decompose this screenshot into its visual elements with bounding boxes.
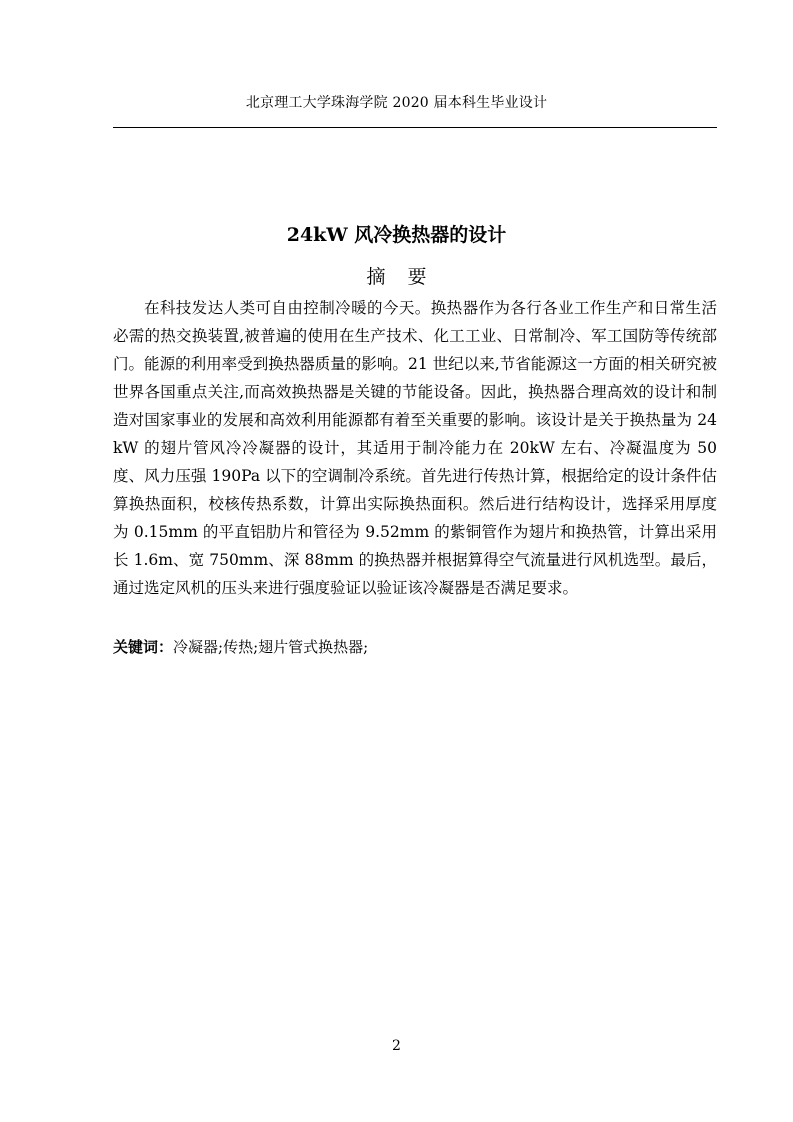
abstract-paragraph: 在科技发达人类可自由控制冷暖的今天。换热器作为各行各业工作生产和日常生活必需的热交换装置,被普遍的使用在生产技术、化工工业、日常制冷、军工国防等传统部门。能源的利用率受到换热器质量的影响。21 世纪以来,节省能源这一方面的相关研究被世界各国重点关注,而高效换热器是关键的节能设备。因此，换热器合理高效的设计和制造对国家事业的发展和高效利用能源都有着至关重要的影响。该设计是关于换热量为 24kW 的翅片管风冷冷凝器的设计，其适用于制冷能力在 20kW 左右、冷凝温度为 50 度、风力压强 190Pa 以下的空调制冷系统。首先进行传热计算，根据给定的设计条件估算换热面积，校核传热系数，计算出实际换热面积。然后进行结构设计，选择采用厚度为 0.15mm 的平直铝肋片和管径为 9.52mm 的紫铜管作为翅片和换热管，计算出采用长 1.6m、宽 750mm、深 88mm 的换热器并根据算得空气流量进行风机选型。最后，通过选定风机的压头来进行强度验证以验证该冷凝器是否满足要求。 <box>113 299 717 597</box>
document-title: 24kW 风冷换热器的设计 <box>286 224 507 246</box>
running-header: 北京理工大学珠海学院 2020 届本科生毕业设计 <box>245 95 548 111</box>
page-number: 2 <box>392 1038 401 1054</box>
header-divider <box>113 127 717 128</box>
abstract-heading: 摘要 <box>366 266 449 288</box>
keywords-value: 冷凝器;传热;翅片管式换热器; <box>173 638 369 656</box>
keywords-label: 关键词： <box>113 638 174 656</box>
keywords-line <box>113 634 717 660</box>
